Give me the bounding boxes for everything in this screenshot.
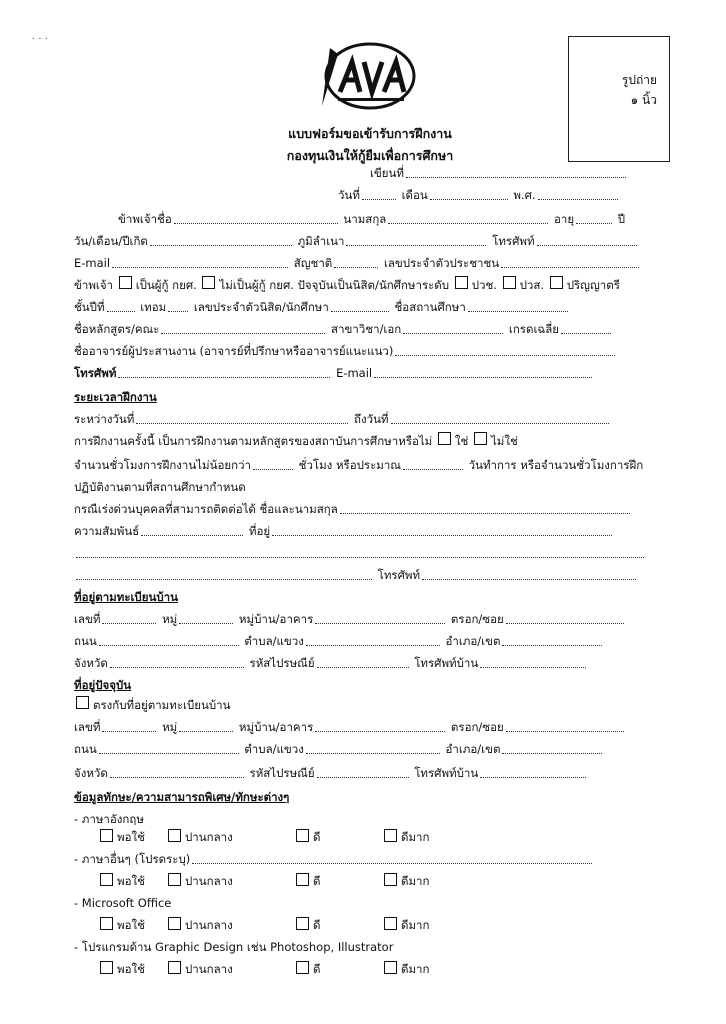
min-hours-field[interactable] (253, 456, 293, 470)
english-fair-checkbox[interactable] (100, 829, 113, 842)
other-lang-good-checkbox[interactable] (296, 873, 309, 886)
email-field[interactable] (112, 254, 288, 268)
relation-row: ความสัมพันธ์ ที่อยู่ (74, 522, 656, 540)
skill-item-office: - Microsoft Office (74, 896, 172, 910)
emergency-address-line2-field[interactable] (76, 544, 644, 558)
curriculum-yes-checkbox[interactable] (438, 432, 451, 445)
other-lang-very-good-checkbox[interactable] (384, 873, 397, 886)
level-high-vocational-checkbox[interactable] (503, 276, 516, 289)
surname-field[interactable] (388, 210, 548, 224)
graphic-moderate-checkbox[interactable] (168, 961, 181, 974)
class-year-field[interactable] (107, 298, 135, 312)
emergency-phone-row: โทรศัพท์ (74, 566, 656, 584)
age-field[interactable] (576, 210, 612, 224)
advisor-field[interactable] (395, 342, 615, 356)
reg-postcode-field[interactable] (317, 654, 409, 668)
advisor-email-field[interactable] (374, 364, 592, 378)
reg-province-field[interactable] (110, 654, 244, 668)
written-at-field[interactable] (406, 164, 626, 178)
level-bachelor-checkbox[interactable] (550, 276, 563, 289)
advisor-phone-field[interactable] (118, 364, 330, 378)
hours-note: ปฏิบัติงานตามที่สถานศึกษากำหนด (74, 480, 246, 494)
written-at-row: เขียนที่ (370, 164, 656, 182)
major-field[interactable] (403, 320, 503, 334)
emergency-row: กรณีเร่งด่วนบุคคลที่สามารถติดต่อได้ ชื่อและนามสกุล (74, 500, 656, 518)
other-lang-fair-checkbox[interactable] (100, 873, 113, 886)
reg-house-no-field[interactable] (102, 610, 156, 624)
same-address-checkbox[interactable] (76, 696, 89, 709)
reg-moo-field[interactable] (179, 610, 233, 624)
phone-field[interactable] (537, 232, 637, 246)
reg-district-field[interactable] (502, 632, 602, 646)
photo-size: ๑ นิ้ว (630, 93, 657, 107)
emergency-address-field[interactable] (272, 522, 612, 536)
program-field[interactable] (161, 320, 325, 334)
office-moderate-checkbox[interactable] (168, 917, 181, 930)
graphic-good-checkbox[interactable] (296, 961, 309, 974)
cur-address-row1: เลขที่ หมู่ หมู่บ้าน/อาคาร ตรอก/ซอย (74, 718, 656, 736)
institution-field[interactable] (468, 298, 568, 312)
scan-mark: · · · (32, 34, 48, 45)
form-subtitle: กองทุนเงินให้กู้ยืมเพื่อการศึกษา (286, 148, 454, 163)
reg-address-row3: จังหวัด รหัสไปรษณีย์ โทรศัพท์บ้าน (74, 654, 656, 672)
form-title: แบบฟอร์มขอเข้ารับการฝึกงาน (288, 126, 452, 141)
emergency-address-line3-field[interactable] (76, 566, 372, 580)
kyosor-logo-icon (308, 40, 426, 112)
status-row: ข้าพเจ้า เป็นผู้กู้ กยศ. ไม่เป็นผู้กู้ กยศ. ปัจจุบันเป็นนิสิต/นักศึกษาระดับ ปวช. ปวส. ปริญญาตรี (74, 278, 620, 292)
reg-address-heading: ที่อยู่ตามทะเบียนบ้าน (74, 590, 178, 604)
date-row: วันที่ เดือน พ.ศ. (338, 186, 656, 204)
cur-home-phone-field[interactable] (480, 764, 586, 778)
cur-village-field[interactable] (315, 718, 445, 732)
hours-row: จำนวนชั่วโมงการฝึกงานไม่น้อยกว่า ชั่วโมง หรือประมาณ วันทำการ หรือจำนวนชั่วโมงการฝึก (74, 458, 644, 472)
office-good-checkbox[interactable] (296, 917, 309, 930)
curriculum-row: การฝึกงานครั้งนี้ เป็นการฝึกงานตามหลักสูตรของสถาบันการศึกษาหรือไม่ ใช่ ไม่ใช่ (74, 434, 518, 448)
month-field[interactable] (430, 186, 508, 200)
borrower-checkbox[interactable] (119, 276, 132, 289)
cur-address-row3: จังหวัด รหัสไปรษณีย์ โทรศัพท์บ้าน (74, 764, 656, 782)
advisor-row: ชื่ออาจารย์ผู้ประสานงาน (อาจารย์ที่ปรึกษาหรืออาจารย์แนะแนว) (74, 342, 656, 360)
skills-heading: ข้อมูลทักษะ/ความสามารถพิเศษ/ทักษะต่างๆ (74, 790, 290, 804)
nationality-field[interactable] (334, 254, 378, 268)
cur-house-no-field[interactable] (102, 718, 156, 732)
relation-field[interactable] (141, 522, 243, 536)
photo-label: รูปถ่าย (621, 73, 657, 87)
period-row: ระหว่างวันที่ ถึงวันที่ (74, 410, 656, 428)
skill-options-graphic: พอใช้ ปานกลาง ดี ดีมาก (98, 960, 656, 978)
skill-item-english: - ภาษาอังกฤษ (74, 812, 144, 826)
photo-box (568, 36, 670, 162)
class-row: ชั้นปีที่ เทอม เลขประจำตัวนิสิต/นักศึกษา ชื่อสถานศึกษา (74, 298, 656, 316)
other-language-field[interactable] (192, 850, 592, 864)
same-address-row: ตรงกับที่อยู่ตามทะเบียนบ้าน (74, 696, 656, 714)
cur-province-field[interactable] (110, 764, 244, 778)
reg-village-field[interactable] (315, 610, 445, 624)
period-heading: ระยะเวลาฝึกงาน (74, 390, 157, 404)
cur-address-heading: ที่อยู่ปัจจุบัน (74, 678, 132, 692)
cur-district-field[interactable] (502, 740, 602, 754)
id-number-field[interactable] (501, 254, 639, 268)
program-row: ชื่อหลักสูตร/คณะ สาขาวิชา/เอก เกรดเฉลี่ย (74, 320, 656, 338)
non-borrower-checkbox[interactable] (202, 276, 215, 289)
reg-address-row1: เลขที่ หมู่ หมู่บ้าน/อาคาร ตรอก/ซอย (74, 610, 656, 628)
skill-options-office: พอใช้ ปานกลาง ดี ดีมาก (98, 916, 656, 934)
emergency-phone-field[interactable] (422, 566, 636, 580)
cur-road-field[interactable] (99, 740, 239, 754)
reg-address-row2: ถนน ตำบล/แขวง อำเภอ/เขต (74, 632, 656, 650)
reg-home-phone-field[interactable] (480, 654, 586, 668)
skill-options-other-lang: พอใช้ ปานกลาง ดี ดีมาก (98, 872, 656, 890)
day-field[interactable] (362, 186, 396, 200)
dob-row: วัน/เดือน/ปีเกิด ภูมิลำเนา โทรศัพท์ (74, 232, 656, 250)
skill-item-graphic: - โปรแกรมด้าน Graphic Design เช่น Photoshop, Illustrator (74, 940, 394, 954)
gpa-field[interactable] (561, 320, 611, 334)
english-moderate-checkbox[interactable] (168, 829, 181, 842)
cur-subdistrict-field[interactable] (306, 740, 440, 754)
start-date-field[interactable] (136, 410, 348, 424)
cur-postcode-field[interactable] (317, 764, 409, 778)
student-id-field[interactable] (331, 298, 389, 312)
year-field[interactable] (538, 186, 618, 200)
email-row: E-mail สัญชาติ เลขประจำตัวประชาชน (74, 254, 656, 272)
skill-item-other-lang: - ภาษาอื่นๆ (โปรดระบุ) (74, 850, 656, 868)
curriculum-no-checkbox[interactable] (474, 432, 487, 445)
end-date-field[interactable] (391, 410, 609, 424)
approx-days-field[interactable] (403, 456, 463, 470)
graphic-very-good-checkbox[interactable] (384, 961, 397, 974)
reg-subdistrict-field[interactable] (306, 632, 440, 646)
advisor-contact-row: โทรศัพท์ E-mail (74, 364, 656, 382)
cur-address-row2: ถนน ตำบล/แขวง อำเภอ/เขต (74, 740, 656, 758)
reg-road-field[interactable] (99, 632, 239, 646)
level-vocational-checkbox[interactable] (455, 276, 468, 289)
reg-soi-field[interactable] (506, 610, 624, 624)
cur-moo-field[interactable] (179, 718, 233, 732)
first-name-field[interactable] (174, 210, 338, 224)
graphic-fair-checkbox[interactable] (100, 961, 113, 974)
cur-soi-field[interactable] (506, 718, 624, 732)
skill-options-english: พอใช้ ปานกลาง ดี ดีมาก (98, 828, 656, 846)
hometown-field[interactable] (346, 232, 486, 246)
emergency-name-field[interactable] (340, 500, 630, 514)
dob-field[interactable] (150, 232, 292, 246)
english-good-checkbox[interactable] (296, 829, 309, 842)
office-very-good-checkbox[interactable] (384, 917, 397, 930)
address-line-2 (74, 544, 656, 562)
office-fair-checkbox[interactable] (100, 917, 113, 930)
other-lang-moderate-checkbox[interactable] (168, 873, 181, 886)
term-field[interactable] (168, 298, 188, 312)
name-row: ข้าพเจ้าชื่อ นามสกุล อายุ ปี (118, 212, 626, 226)
english-very-good-checkbox[interactable] (384, 829, 397, 842)
